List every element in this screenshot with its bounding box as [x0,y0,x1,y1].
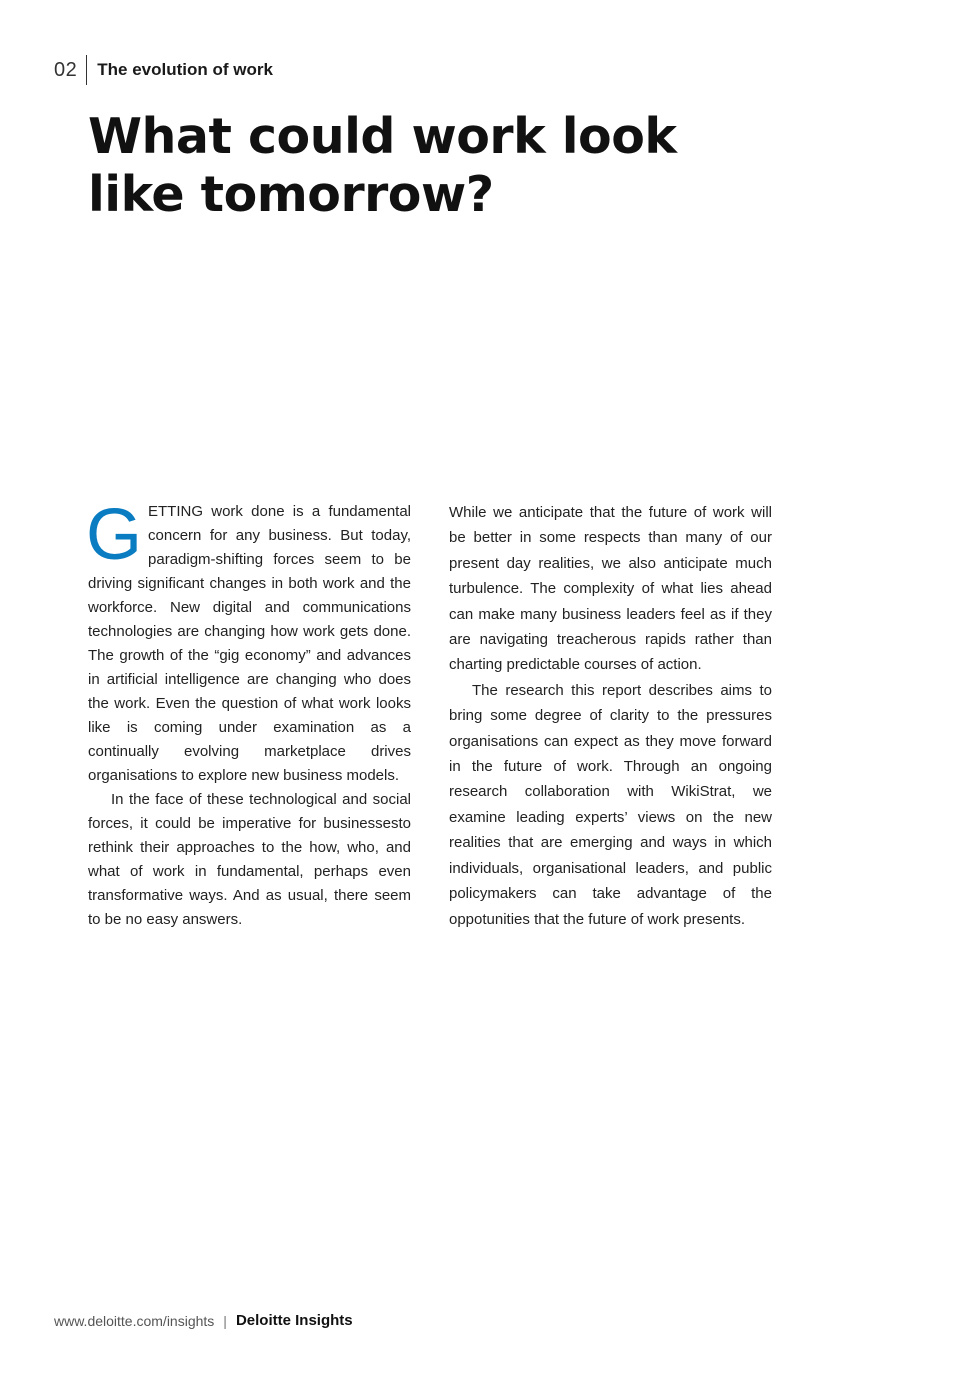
body-paragraph-text: ETTING work done is a fundamental concern for any business. But today, paradigm-shifting forces seem to be driving significant changes in both work and the workforce. New digital and communications technologies are changing how work gets done. The growth of the “gig economy” and advances in artificial intelligence are changing who does the work. Even the question of what work looks like is coming under examination as a continually evolving marketplace drives organisations to explore new business models. [88,503,411,784]
body-column-left [86,495,411,932]
body-paragraph: The research this report describes aims to bring some degree of clarity to the pressures organisations can expect as they move forward in the future of work. Through an ongoing research collaboration with WikiStrat, we examine leading experts’ views on the new realities that are emerging and ways in which individuals, organisational leaders, and public policymakers can take advantage of the oppotunities that the future of work presents. [449,681,772,928]
page-number: 02 [54,58,78,81]
footer-url-link[interactable]: www.deloitte.com/insights [54,1312,215,1329]
footer-separator: | [223,1312,227,1329]
drop-cap: G [86,495,143,575]
page-title-line-2: like tomorrow? [88,166,494,223]
footer-brand: Deloitte Insights [235,1312,353,1329]
page-footer [54,1312,353,1329]
page-title-line-1: What could work look [88,108,677,165]
body-paragraph [86,495,411,788]
body-column-right [449,500,772,932]
page-title [88,108,708,224]
body-paragraph: While we anticipate that the future of work will be better in some respects than many of our present day realities, we also anticipate much turbulence. The complexity of what lies ahead can make many business leaders feel as if they are navigating treacherous rapids rather than charting predictable courses of action. [449,504,772,674]
body-paragraph: In the face of these technological and social forces, it could be imperative for businessesto rethink their approaches to the how, who, and what of work in fundamental, perhaps even transformative ways. And as usual, there seem to be no easy answers. [88,791,411,928]
section-title: The evolution of work [97,60,273,79]
page-header [54,54,273,86]
